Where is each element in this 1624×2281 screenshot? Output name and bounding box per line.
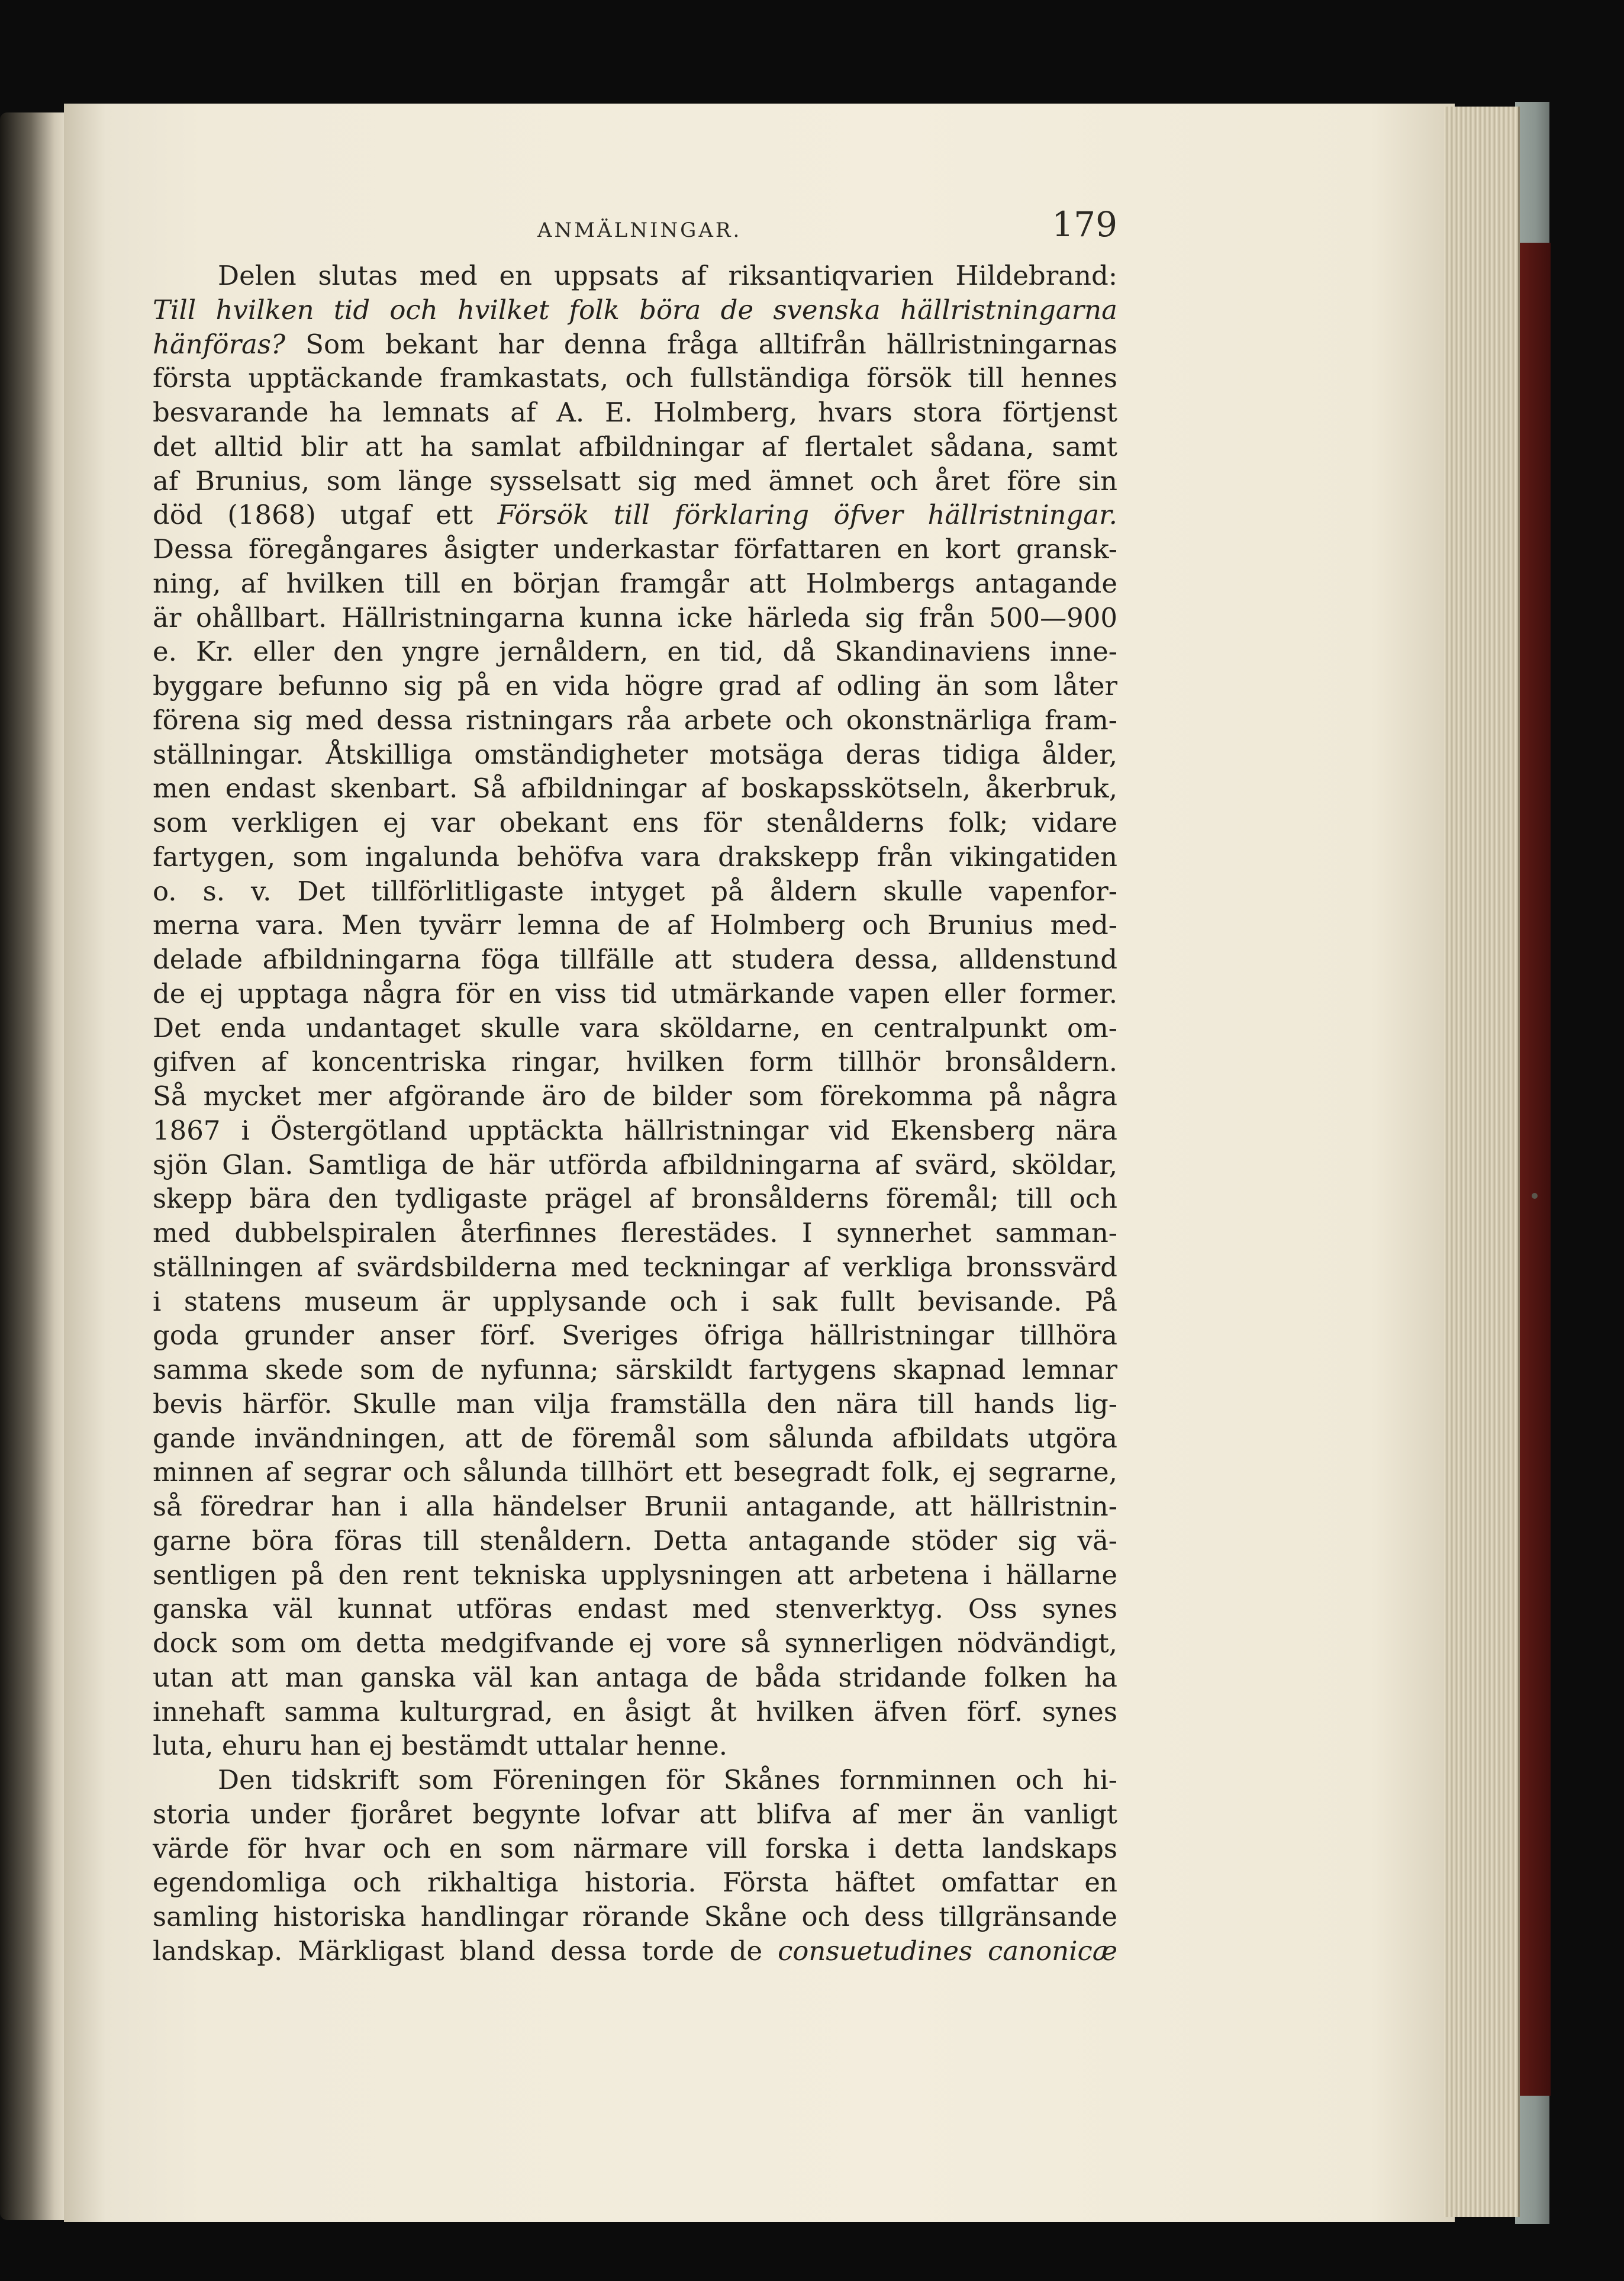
text-line: Den tidskrift som Föreningen för Skånes fornminnen och hi- [218, 1764, 1117, 1796]
text-line: minnen af segrar och sålunda tillhört ett besegradt folk, ej segrarne, [153, 1456, 1117, 1488]
text-line: förena sig med dessa ristningars råa arbete och okonstnärliga fram- [153, 704, 1117, 736]
text-line: e. Kr. eller den yngre jernåldern, en tid, då Skandinaviens inne- [153, 636, 1117, 668]
text-line: ställningen af svärdsbilderna med teckningar af verkliga bronssvärd [153, 1251, 1117, 1283]
text-line: Dessa föregångares åsigter underkastar författaren en kort gransk- [153, 533, 1117, 565]
text-line: byggare befunno sig på en vida högre grad af odling än som låter [153, 670, 1117, 702]
page-fore-edge [1444, 107, 1520, 2217]
text-line: skepp bära den tydligaste prägel af bronsålderns föremål; till och [153, 1183, 1117, 1215]
text-line: värde för hvar och en som närmare vill forska i detta landskaps [153, 1832, 1117, 1864]
text-line: samling historiska handlingar rörande Skåne och dess tillgränsande [153, 1901, 1117, 1932]
text-line: dock som om detta medgifvande ej vore så synnerligen nödvändigt, [153, 1627, 1117, 1659]
text-line: ganska väl kunnat utföras endast med stenverktyg. Oss synes [153, 1593, 1117, 1625]
text-line: storia under fjoråret begynte lofvar att blifva af mer än vanligt [153, 1798, 1117, 1830]
text-line: i statens museum är upplysande och i sak fullt bevisande. På [153, 1285, 1117, 1317]
text-line: delade afbildningarna föga tillfälle att studera dessa, alldenstund [153, 944, 1117, 975]
text-line: bevis härför. Skulle man vilja framställa den nära till hands lig- [153, 1388, 1117, 1420]
text-line: Det enda undantaget skulle vara sköldarne, en centralpunkt om- [153, 1012, 1117, 1044]
text-line: garne böra föras till stenåldern. Detta antagande stöder sig vä- [153, 1524, 1117, 1556]
text-line: första upptäckande framkastats, och fullständiga försök till hennes [153, 362, 1117, 394]
text-line: Så mycket mer afgörande äro de bilder som förekomma på några [153, 1080, 1117, 1112]
running-head: ANMÄLNINGAR. [537, 218, 742, 242]
text-line: hänföras? Som bekant har denna fråga alltifrån hällristningarnas [153, 328, 1117, 360]
text-line: o. s. v. Det tillförlitligaste intyget på åldern skulle vapenfor- [153, 875, 1117, 907]
text-line: död (1868) utgaf ett Försök till förklaring öfver hällristningar. [153, 499, 1117, 531]
text-line: men endast skenbart. Så afbildningar af boskapsskötseln, åkerbruk, [153, 773, 1117, 805]
text-line: ställningar. Åtskilliga omständigheter motsäga deras tidiga ålder, [153, 738, 1117, 770]
text-line: är ohållbart. Hällristningarna kunna icke härleda sig från 500—900 [153, 601, 1117, 633]
text-line: de ej upptaga några för en viss tid utmärkande vapen eller former. [153, 977, 1117, 1009]
text-line: som verkligen ej var obekant ens för stenålderns folk; vidare [153, 807, 1117, 838]
text-line: landskap. Märkligast bland dessa torde de consuetudines canonicæ [153, 1935, 1117, 1967]
text-line: utan att man ganska väl kan antaga de båda stridande folken ha [153, 1661, 1117, 1693]
text-line: så föredrar han i alla händelser Brunii antagande, att hällristnin- [153, 1491, 1117, 1522]
text-line: med dubbelspiralen återfinnes flerestädes. I synnerhet samman- [153, 1217, 1117, 1249]
text-line: merna vara. Men tyvärr lemna de af Holmberg och Brunius med- [153, 909, 1117, 941]
text-line: egendomliga och rikhaltiga historia. Första häftet omfattar en [153, 1867, 1117, 1899]
text-line: luta, ehuru han ej bestämdt uttalar henne. [153, 1730, 728, 1762]
text-line: samma skede som de nyfunna; särskildt fartygens skapnad lemnar [153, 1354, 1117, 1385]
paper-speck [1532, 1193, 1538, 1199]
text-line: 1867 i Östergötland upptäckta hällristningar vid Ekensberg nära [153, 1114, 1117, 1146]
text-line: gifven af koncentriska ringar, hvilken form tillhör bronsåldern. [153, 1046, 1117, 1078]
text-line: fartygen, som ingalunda behöfva vara drakskepp från vikingatiden [153, 841, 1117, 873]
text-line: Delen slutas med en uppsats af riksantiqvarien Hildebrand: [218, 260, 1117, 291]
text-line: sjön Glan. Samtliga de här utförda afbildningarna af svärd, sköldar, [153, 1148, 1117, 1180]
text-line: gande invändningen, att de föremål som sålunda afbildats utgöra [153, 1422, 1117, 1454]
text-line: af Brunius, som länge sysselsatt sig med ämnet och året före sin [153, 465, 1117, 497]
text-line: innehaft samma kulturgrad, en åsigt åt hvilken äfven förf. synes [153, 1696, 1117, 1727]
text-line: sentligen på den rent tekniska upplysningen att arbetena i hällarne [153, 1559, 1117, 1591]
facing-page-edge [0, 112, 68, 2220]
text-line: det alltid blir att ha samlat afbildningar af flertalet sådana, samt [153, 430, 1117, 462]
background-right [1549, 107, 1624, 2220]
text-line: besvarande ha lemnats af A. E. Holmberg, hvars stora förtjenst [153, 397, 1117, 428]
text-line: goda grunder anser förf. Sveriges öfriga hällristningar tillhöra [153, 1320, 1117, 1352]
page-number: 179 [1052, 204, 1117, 244]
text-line: ning, af hvilken till en början framgår att Holmbergs antagande [153, 567, 1117, 599]
body-text [153, 259, 1117, 1968]
text-line: Till hvilken tid och hvilket folk böra de svenska hällristningarna [153, 294, 1117, 326]
